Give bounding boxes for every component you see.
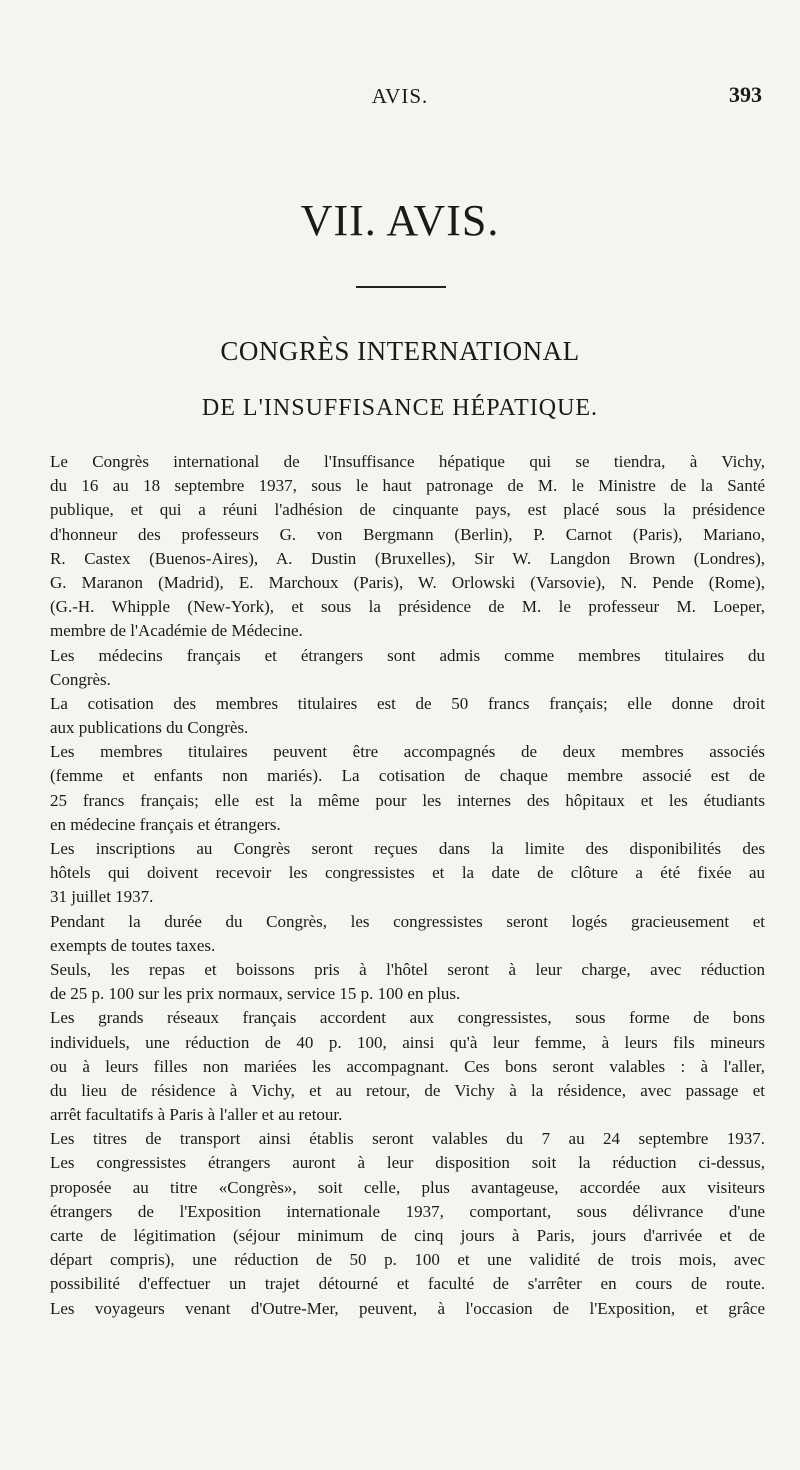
heading-line-2: DE L'INSUFFISANCE HÉPATIQUE. <box>201 395 599 421</box>
text-line: (femme et enfants non mariés). La cotisation de chaque membre associé est de <box>50 766 765 786</box>
text-line: carte de légitimation (séjour minimum de cinq jours à Paris, jours d'arrivée et de <box>50 1226 765 1245</box>
heading-line-1: CONGRÈS INTERNATIONAL <box>220 336 580 366</box>
text-line: Les titres de transport ainsi établis seront valables du 7 au 24 septembre 1937. <box>50 1129 765 1149</box>
text-line: G. Maranon (Madrid), E. Marchoux (Paris), W. Orlowski (Varsovie), N. Pende (Rome), <box>50 572 765 592</box>
text-line: 25 francs français; elle est la même pour les internes des hôpitaux et les étudiants <box>50 790 765 810</box>
text-line: départ compris), une réduction de 50 p. 100 et une validité de trois mois, avec <box>50 1250 765 1270</box>
text-line: possibilité d'effectuer un trajet détourné et faculté de s'arrêter en cours de route. <box>50 1274 765 1294</box>
text-line: Pendant la durée du Congrès, les congressistes seront logés gracieusement et <box>50 911 765 931</box>
text-line: (G.-H. Whipple (New-York), et sous la présidence de M. le professeur M. Loeper, <box>50 597 765 617</box>
text-line: membre de l'Académie de Médecine. <box>50 621 303 641</box>
text-line: hôtels qui doivent recevoir les congressistes et la date de clôture a été fixée au <box>50 863 765 883</box>
text-line: du 16 au 18 septembre 1937, sous le haut patronage de M. le Ministre de la Santé <box>50 476 765 496</box>
text-line: exempts de toutes taxes. <box>50 935 216 955</box>
text-line: R. Castex (Buenos-Aires), A. Dustin (Bruxelles), Sir W. Langdon Brown (Londres), <box>50 548 765 568</box>
text-line: Les grands réseaux français accordent aux congressistes, sous forme de bons <box>50 1008 765 1028</box>
text-line: arrêt facultatifs à Paris à l'aller et au retour. <box>50 1105 343 1125</box>
text-line: Les congressistes étrangers auront à leur disposition soit la réduction ci-dessus, <box>50 1153 765 1173</box>
text-line: Les voyageurs venant d'Outre-Mer, peuvent, à l'occasion de l'Exposition, et grâce <box>50 1298 765 1318</box>
text-line: Congrès. <box>50 669 111 689</box>
text-line: étrangers de l'Exposition internationale 1937, comportant, sous délivrance d'une <box>50 1201 765 1221</box>
section-title: VII. AVIS. <box>300 196 500 245</box>
text-line: aux publications du Congrès. <box>50 718 249 738</box>
divider-rule <box>356 286 446 288</box>
text-line: en médecine français et étrangers. <box>50 814 281 834</box>
text-line: ou à leurs filles non mariées les accompagnant. Ces bons seront valables : à l'aller, <box>50 1056 765 1076</box>
text-line: 31 juillet 1937. <box>50 887 154 907</box>
text-line: Les inscriptions au Congrès seront reçues dans la limite des disponibilités des <box>50 839 765 858</box>
text-line: Les médecins français et étrangers sont admis comme membres titulaires du <box>50 645 765 665</box>
text-line: Les membres titulaires peuvent être accompagnés de deux membres associés <box>50 742 765 762</box>
running-header: AVIS. <box>371 84 429 108</box>
text-line: La cotisation des membres titulaires est de 50 francs français; elle donne droit <box>50 693 765 713</box>
text-line: du lieu de résidence à Vichy, et au retour, de Vichy à la résidence, avec passage et <box>50 1080 765 1100</box>
body-text <box>50 450 765 1321</box>
text-line: individuels, une réduction de 40 p. 100, ainsi qu'à leur femme, à leurs fils mineurs <box>50 1032 765 1052</box>
text-line: de 25 p. 100 sur les prix normaux, service 15 p. 100 en plus. <box>50 984 461 1004</box>
page-number: 393 <box>729 82 762 107</box>
text-line: publique, et qui a réuni l'adhésion de cinquante pays, est placé sous la présidence <box>50 500 765 520</box>
text-line: Seuls, les repas et boissons pris à l'hôtel seront à leur charge, avec réduction <box>50 959 765 979</box>
text-line: proposée au titre «Congrès», soit celle, plus avantageuse, accordée aux visiteurs <box>50 1177 765 1197</box>
text-line: d'honneur des professeurs G. von Bergmann (Berlin), P. Carnot (Paris), Mariano, <box>50 524 765 544</box>
text-line: Le Congrès international de l'Insuffisance hépatique qui se tiendra, à Vichy, <box>50 452 765 471</box>
